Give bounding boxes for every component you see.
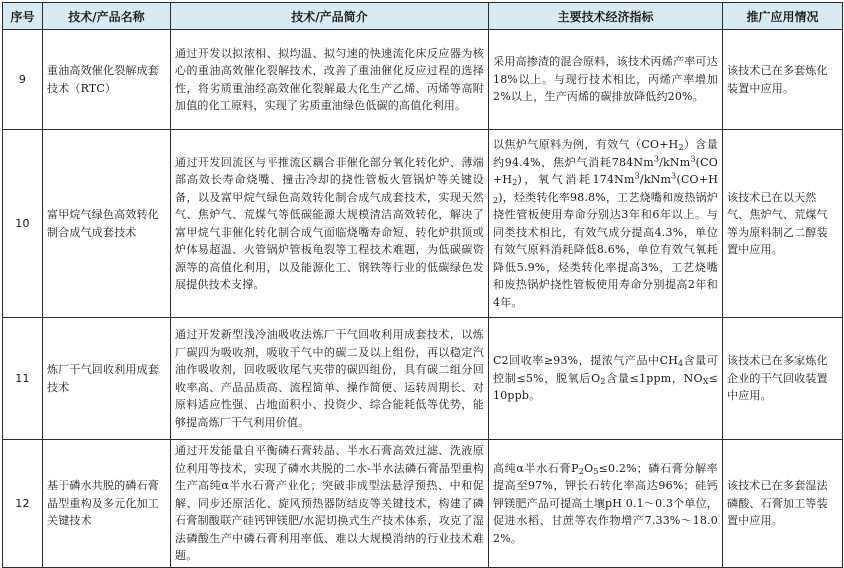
tech-name: 富甲烷气绿色高效转化制合成气成套技术 — [43, 130, 171, 318]
row-number: 9 — [3, 30, 43, 130]
row-number: 11 — [3, 318, 43, 440]
tech-name: 炼厂干气回收利用成套技术 — [43, 318, 171, 440]
header-intro: 技术/产品简介 — [171, 3, 489, 30]
row-number: 12 — [3, 440, 43, 568]
tech-intro: 通过开发能量自平衡磷石膏转晶、半水石膏高效过滤、洗液原位利用等技术，实现了磷水共脱的二水-半水法磷石膏晶型重构生产高纯α半水石膏产业化；突破非成型法悬浮预热、中和促解、同步还原活化、旋风预热器防结皮等关键技术，构建了磷石膏制酸联产硅钙钾镁肥/水泥切换式生产技术体系，攻克了湿法磷酸生产中磷石膏利用率低、难以大规模消纳的行业技术难题。 — [171, 440, 489, 568]
tech-indicators: 采用高掺渣的混合原料，该技术丙烯产率可达18%以上。与现行技术相比，丙烯产率增加2%以上，生产丙烯的碳排放降低约20%。 — [489, 30, 723, 130]
tech-indicators: 高纯α半水石膏$P_2O_5\le 0.2\%$；磷石膏分解率提高至97%，钾长石转化率高达96%；硅钙钾镁肥产品可提高土壤pH 0.1～0.3个单位，促进水稻、甘蔗等农作物增产7.33%～18.02%。 — [489, 440, 723, 568]
tech-application: 该技术已在多家炼化企业的干气回收装置中应用。 — [723, 318, 843, 440]
header-name: 技术/产品名称 — [43, 3, 171, 30]
tech-application: 该技术已在多套炼化装置中应用。 — [723, 30, 843, 130]
tech-intro: 通过开发回流区与平推流区耦合非催化部分氧化转化炉、薄端部高效长寿命烧嘴、撞击冷却的挠性管板火管锅炉等关键设备，以及富甲烷气绿色高效转化制合成气成套技术，实现天然气、焦炉气、荒煤气等低碳能源大规模清洁高效转化，解决了富甲烷气非催化转化制合成气面临烧嘴寿命短、转化炉拱顶或炉体易超温、火管锅炉管板龟裂等工程技术难题，为低碳碳资源等的高值化利用，以及能源化工、钢铁等行业的低碳绿色发展提供技术支撑。 — [171, 130, 489, 318]
tech-table — [2, 2, 843, 568]
tech-application: 该技术已在以天然气、焦炉气、荒煤气等为原料制乙二醇装置中应用。 — [723, 130, 843, 318]
row-number: 10 — [3, 130, 43, 318]
tech-name: 基于磷水共脱的磷石膏晶型重构及多元化加工关键技术 — [43, 440, 171, 568]
table-row — [3, 440, 843, 568]
header-seq: 序号 — [3, 3, 43, 30]
tech-indicators: C2回收率≥93%，提浓气产品中$CH_4$含量可控制≤5%，脱氧后$O_2$含量≤1ppm，$NO_X\le 10ppb$。 — [489, 318, 723, 440]
table-row — [3, 130, 843, 318]
tech-indicators: 以焦炉气原料为例，有效气$(CO+H_2)$含量约94.4%，焦炉气消耗$784Nm^3/kNm^3(CO+H_2)$，氧气消耗$174Nm^3/kNm^3(CO+H_2)$，烃类转化率98.8%，工艺烧嘴和废热锅炉挠性管板使用寿命分别达3年和6年以上。与同类技术相比，有效气成分提高4.3%，单位有效气原料消耗降低8.6%，单位有效气氧耗降低5.9%，烃类转化率提高3%，工艺烧嘴和废热锅炉挠性管板使用寿命分别提高2年和4年。 — [489, 130, 723, 318]
tech-name: 重油高效催化裂解成套技术（RTC） — [43, 30, 171, 130]
table-header-row — [3, 3, 843, 30]
table-row — [3, 30, 843, 130]
header-application: 推广应用情况 — [723, 3, 843, 30]
table-row — [3, 318, 843, 440]
tech-intro: 通过开发新型浅冷油吸收法炼厂干气回收利用成套技术，以炼厂碳四为吸收剂，吸收干气中的碳二及以上组份，再以稳定汽油作吸收剂，回收吸收尾气夹带的碳四组份，具有碳二组分回收率高、产品品质高、流程简单、操作简便、运转周期长、对原料适应性强、占地面积小、投资少、综合能耗低等优势，能够提高炼厂干气利用价值。 — [171, 318, 489, 440]
header-indicators: 主要技术经济指标 — [489, 3, 723, 30]
tech-application: 该技术已在多套湿法磷酸、石膏加工等装置中应用。 — [723, 440, 843, 568]
tech-intro: 通过开发以拟浓相、拟均温、拟匀速的快速流化床反应器为核心的重油高效催化裂解技术，改善了重油催化反应过程的选择性，将劣质重油经高效催化裂解最大化生产乙烯、丙烯等高附加值的化工原料，实现了劣质重油绿色低碳的高值化利用。 — [171, 30, 489, 130]
